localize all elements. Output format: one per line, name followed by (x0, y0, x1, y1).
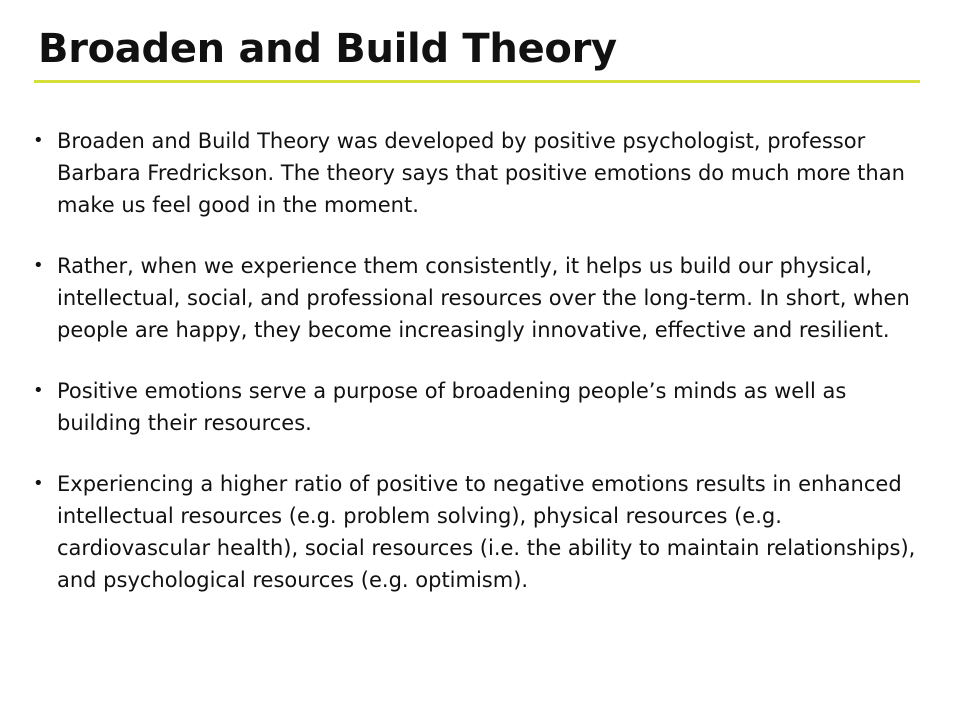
bullet-text: Experiencing a higher ratio of positive to negative emotions results in enhanced intellectual resources (e.g. problem solving), physical resources (e.g. cardiovascular health), social resources (i.e. the ability to maintain relationships), and psychological resources (e.g. optimism). (57, 472, 916, 592)
slide-title: Broaden and Build Theory (38, 26, 617, 72)
bullet-item (32, 375, 932, 439)
bullet-icon: • (33, 380, 44, 401)
bullet-text: Broaden and Build Theory was developed by positive psychologist, professor Barbara Fredrickson. The theory says that positive emotions do much more than make us feel good in the moment. (57, 129, 905, 217)
bullet-item (32, 125, 932, 221)
title-underline (34, 80, 920, 83)
bullet-item (32, 468, 932, 596)
bullet-icon: • (33, 130, 44, 151)
bullet-icon: • (33, 255, 44, 276)
bullet-icon: • (33, 473, 44, 494)
bullet-list (32, 125, 932, 596)
bullet-text: Rather, when we experience them consistently, it helps us build our physical, intellectual, social, and professional resources over the long-term. In short, when people are happy, they become increasingly innovative, effective and resilient. (57, 254, 910, 342)
bullet-item (32, 250, 932, 346)
bullet-text: Positive emotions serve a purpose of broadening people’s minds as well as building their resources. (57, 379, 847, 435)
